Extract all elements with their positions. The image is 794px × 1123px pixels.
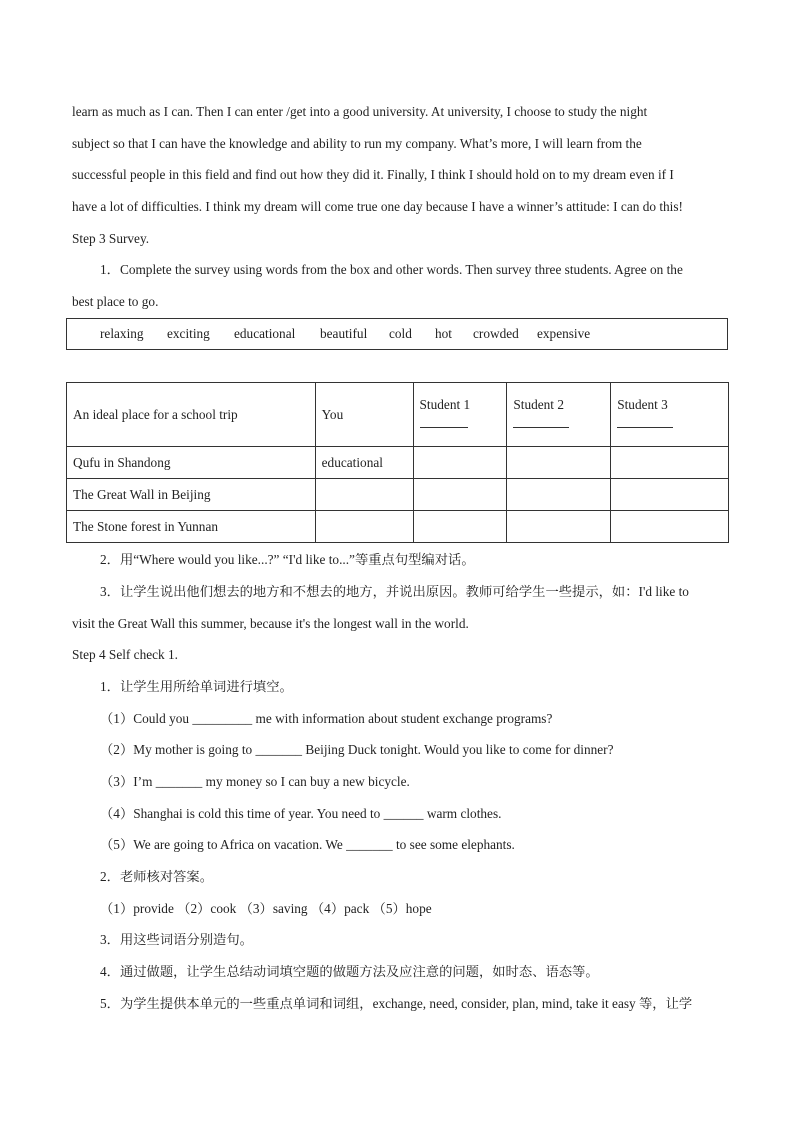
question-line: （3）I’m _______ my money so I can buy a new bicycle. <box>100 774 410 789</box>
table-cell <box>507 511 611 543</box>
word-box-item: crowded <box>473 326 519 341</box>
table-cell <box>315 479 413 511</box>
question-line: （5）We are going to Africa on vacation. We _______ to see some elephants. <box>100 837 515 852</box>
table-header-cell: An ideal place for a school trip <box>67 383 316 447</box>
answer-blank <box>617 427 673 428</box>
question-line: （1）Could you _________ me with information about student exchange programs? <box>100 711 553 726</box>
step4-item1: 1．让学生用所给单词进行填空。 <box>100 679 293 694</box>
student-label: Student 1 <box>419 397 471 412</box>
word-box-item: educational <box>234 326 296 341</box>
word-box-item: cold <box>389 326 412 341</box>
word-box-item: exciting <box>167 326 210 341</box>
word-box-item: relaxing <box>100 326 144 341</box>
table-cell: Qufu in Shandong <box>67 447 316 479</box>
table-cell <box>413 479 507 511</box>
step3-item3: 3．让学生说出他们想去的地方和不想去的地方，并说出原因。教师可给学生一些提示，如：I'd like to <box>100 584 689 599</box>
table-header-row <box>67 383 729 447</box>
step4-item2: 2．老师核对答案。 <box>100 869 214 884</box>
table-cell <box>413 447 507 479</box>
paragraph-line: subject so that I can have the knowledge and ability to run my company. What’s more, I will learn from the <box>72 136 642 151</box>
step4-title: Step 4 Self check 1. <box>72 647 178 662</box>
paragraph-line: have a lot of difficulties. I think my dream will come true one day because I have a winner’s attitude: I can do this! <box>72 199 683 214</box>
paragraph-line: successful people in this field and find out how they did it. Finally, I think I should hold on to my dream even if I <box>72 167 674 182</box>
table-cell <box>611 511 729 543</box>
student-label: Student 2 <box>513 397 564 412</box>
step4-item4: 4．通过做题，让学生总结动词填空题的做题方法及应注意的问题，如时态、语态等。 <box>100 964 599 979</box>
step3-item3-cont: visit the Great Wall this summer, because it's the longest wall in the world. <box>72 616 469 631</box>
word-box <box>66 318 728 350</box>
table-header-cell <box>413 383 507 447</box>
step3-item1: 1．Complete the survey using words from the box and other words. Then survey three students. Agree on the <box>100 262 683 277</box>
answer-blank <box>513 427 569 428</box>
table-cell: The Great Wall in Beijing <box>67 479 316 511</box>
table-cell: educational <box>315 447 413 479</box>
table-cell <box>413 511 507 543</box>
table-header-cell: You <box>315 383 413 447</box>
paragraph-line: learn as much as I can. Then I can enter /get into a good university. At university, I choose to study the night <box>72 104 648 119</box>
table-row <box>67 447 729 479</box>
answer-key: （1）provide （2）cook （3）saving （4）pack （5）hope <box>100 901 432 916</box>
question-line: （2）My mother is going to _______ Beijing Duck tonight. Would you like to come for dinner? <box>100 742 614 757</box>
table-cell: The Stone forest in Yunnan <box>67 511 316 543</box>
word-box-item: expensive <box>537 326 591 341</box>
step4-item5: 5．为学生提供本单元的一些重点单词和词组，exchange, need, consider, plan, mind, take it easy 等，让学 <box>100 996 693 1011</box>
table-cell <box>507 447 611 479</box>
table-header-cell <box>611 383 729 447</box>
answer-blank <box>420 427 468 428</box>
table-row <box>67 479 729 511</box>
word-box-item: hot <box>435 326 452 341</box>
table-cell <box>507 479 611 511</box>
table-cell <box>611 479 729 511</box>
student-label: Student 3 <box>617 397 668 412</box>
table-cell <box>611 447 729 479</box>
table-row <box>67 511 729 543</box>
survey-table <box>66 382 729 543</box>
word-box-item: beautiful <box>320 326 368 341</box>
step3-item1-cont: best place to go. <box>72 294 159 309</box>
table-cell <box>315 511 413 543</box>
table-header-cell <box>507 383 611 447</box>
question-line: （4）Shanghai is cold this time of year. You need to ______ warm clothes. <box>100 806 502 821</box>
step3-title: Step 3 Survey. <box>72 231 150 246</box>
step4-item3: 3．用这些词语分别造句。 <box>100 932 253 947</box>
step3-item2: 2．用“Where would you like...?” “I'd like to...”等重点句型编对话。 <box>100 552 475 567</box>
